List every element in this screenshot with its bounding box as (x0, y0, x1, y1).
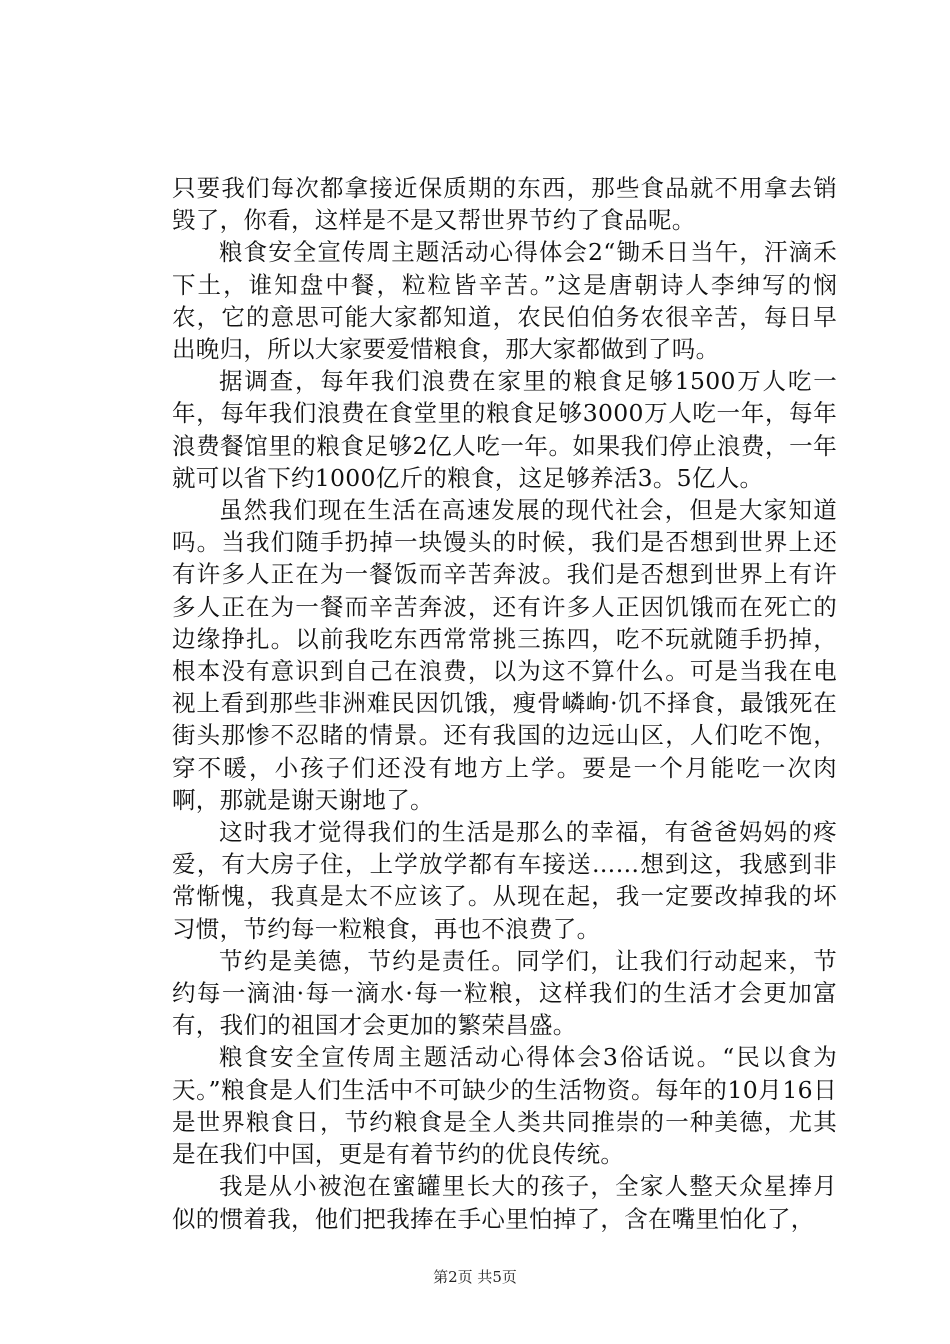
paragraph-2: 粮食安全宣传周主题活动心得体会2“锄禾日当午，汗滴禾下土，谁知盘中餐，粒粒皆辛苦。”这是唐朝诗人李绅写的悯农，它的意思可能大家都知道，农民伯伯务农很辛苦，每日早出晚归，所以大家要爱惜粮食，那大家都做到了吗。 (172, 238, 837, 364)
paragraph-8: 我是从小被泡在蜜罐里长大的孩子，全家人整天众星捧月似的惯着我，他们把我捧在手心里怕掉了，含在嘴里怕化了， (172, 1172, 837, 1233)
paragraph-3: 据调查，每年我们浪费在家里的粮食足够1500万人吃一年，每年我们浪费在食堂里的粮食足够3000万人吃一年，每年浪费餐馆里的粮食足够2亿人吃一年。如果我们停止浪费，一年就可以省下约1000亿斤的粮食，这足够养活3。5亿人。 (172, 367, 837, 492)
page-footer (0, 1268, 950, 1286)
paragraph-5: 这时我才觉得我们的生活是那么的幸福，有爸爸妈妈的疼爱，有大房子住，上学放学都有车接送……想到这，我感到非常惭愧，我真是太不应该了。从现在起，我一定要改掉我的坏习惯，节约每一粒粮食，再也不浪费了。 (172, 818, 837, 943)
paragraph-7: 粮食安全宣传周主题活动心得体会3俗话说。“民以食为天。”粮食是人们生活中不可缺少的生活物资。每年的10月16日是世界粮食日，节约粮食是全人类共同推崇的一种美德，尤其是在我们中国，更是有着节约的优良传统。 (172, 1043, 837, 1169)
paragraph-6: 节约是美德，节约是责任。同学们，让我们行动起来，节约每一滴油·每一滴水·每一粒粮，这样我们的生活才会更加富有，我们的祖国才会更加的繁荣昌盛。 (172, 946, 837, 1040)
paragraph-1: 只要我们每次都拿接近保质期的东西，那些食品就不用拿去销毁了，你看，这样是不是又帮世界节约了食品呢。 (172, 174, 837, 235)
paragraph-4: 虽然我们现在生活在高速发展的现代社会，但是大家知道吗。当我们随手扔掉一块馒头的时候，我们是否想到世界上还有许多人正在为一餐饭而辛苦奔波。我们是否想到世界上有许多人正在为一餐而辛苦奔波，还有许多人正因饥饿而在死亡的边缘挣扎。以前我吃东西常常挑三拣四，吃不玩就随手扔掉，根本没有意识到自己在浪费，以为这不算什么。可是当我在电视上看到那些非洲难民因饥饿，瘦骨嶙峋·饥不择食，最饿死在街头那惨不忍睹的情景。还有我国的边远山区，人们吃不饱，穿不暖，小孩子们还没有地方上学。要是一个月能吃一次肉啊，那就是谢天谢地了。 (172, 496, 837, 814)
document-body (172, 172, 837, 1235)
page-number-label: 第2页 共5页 (433, 1268, 517, 1286)
